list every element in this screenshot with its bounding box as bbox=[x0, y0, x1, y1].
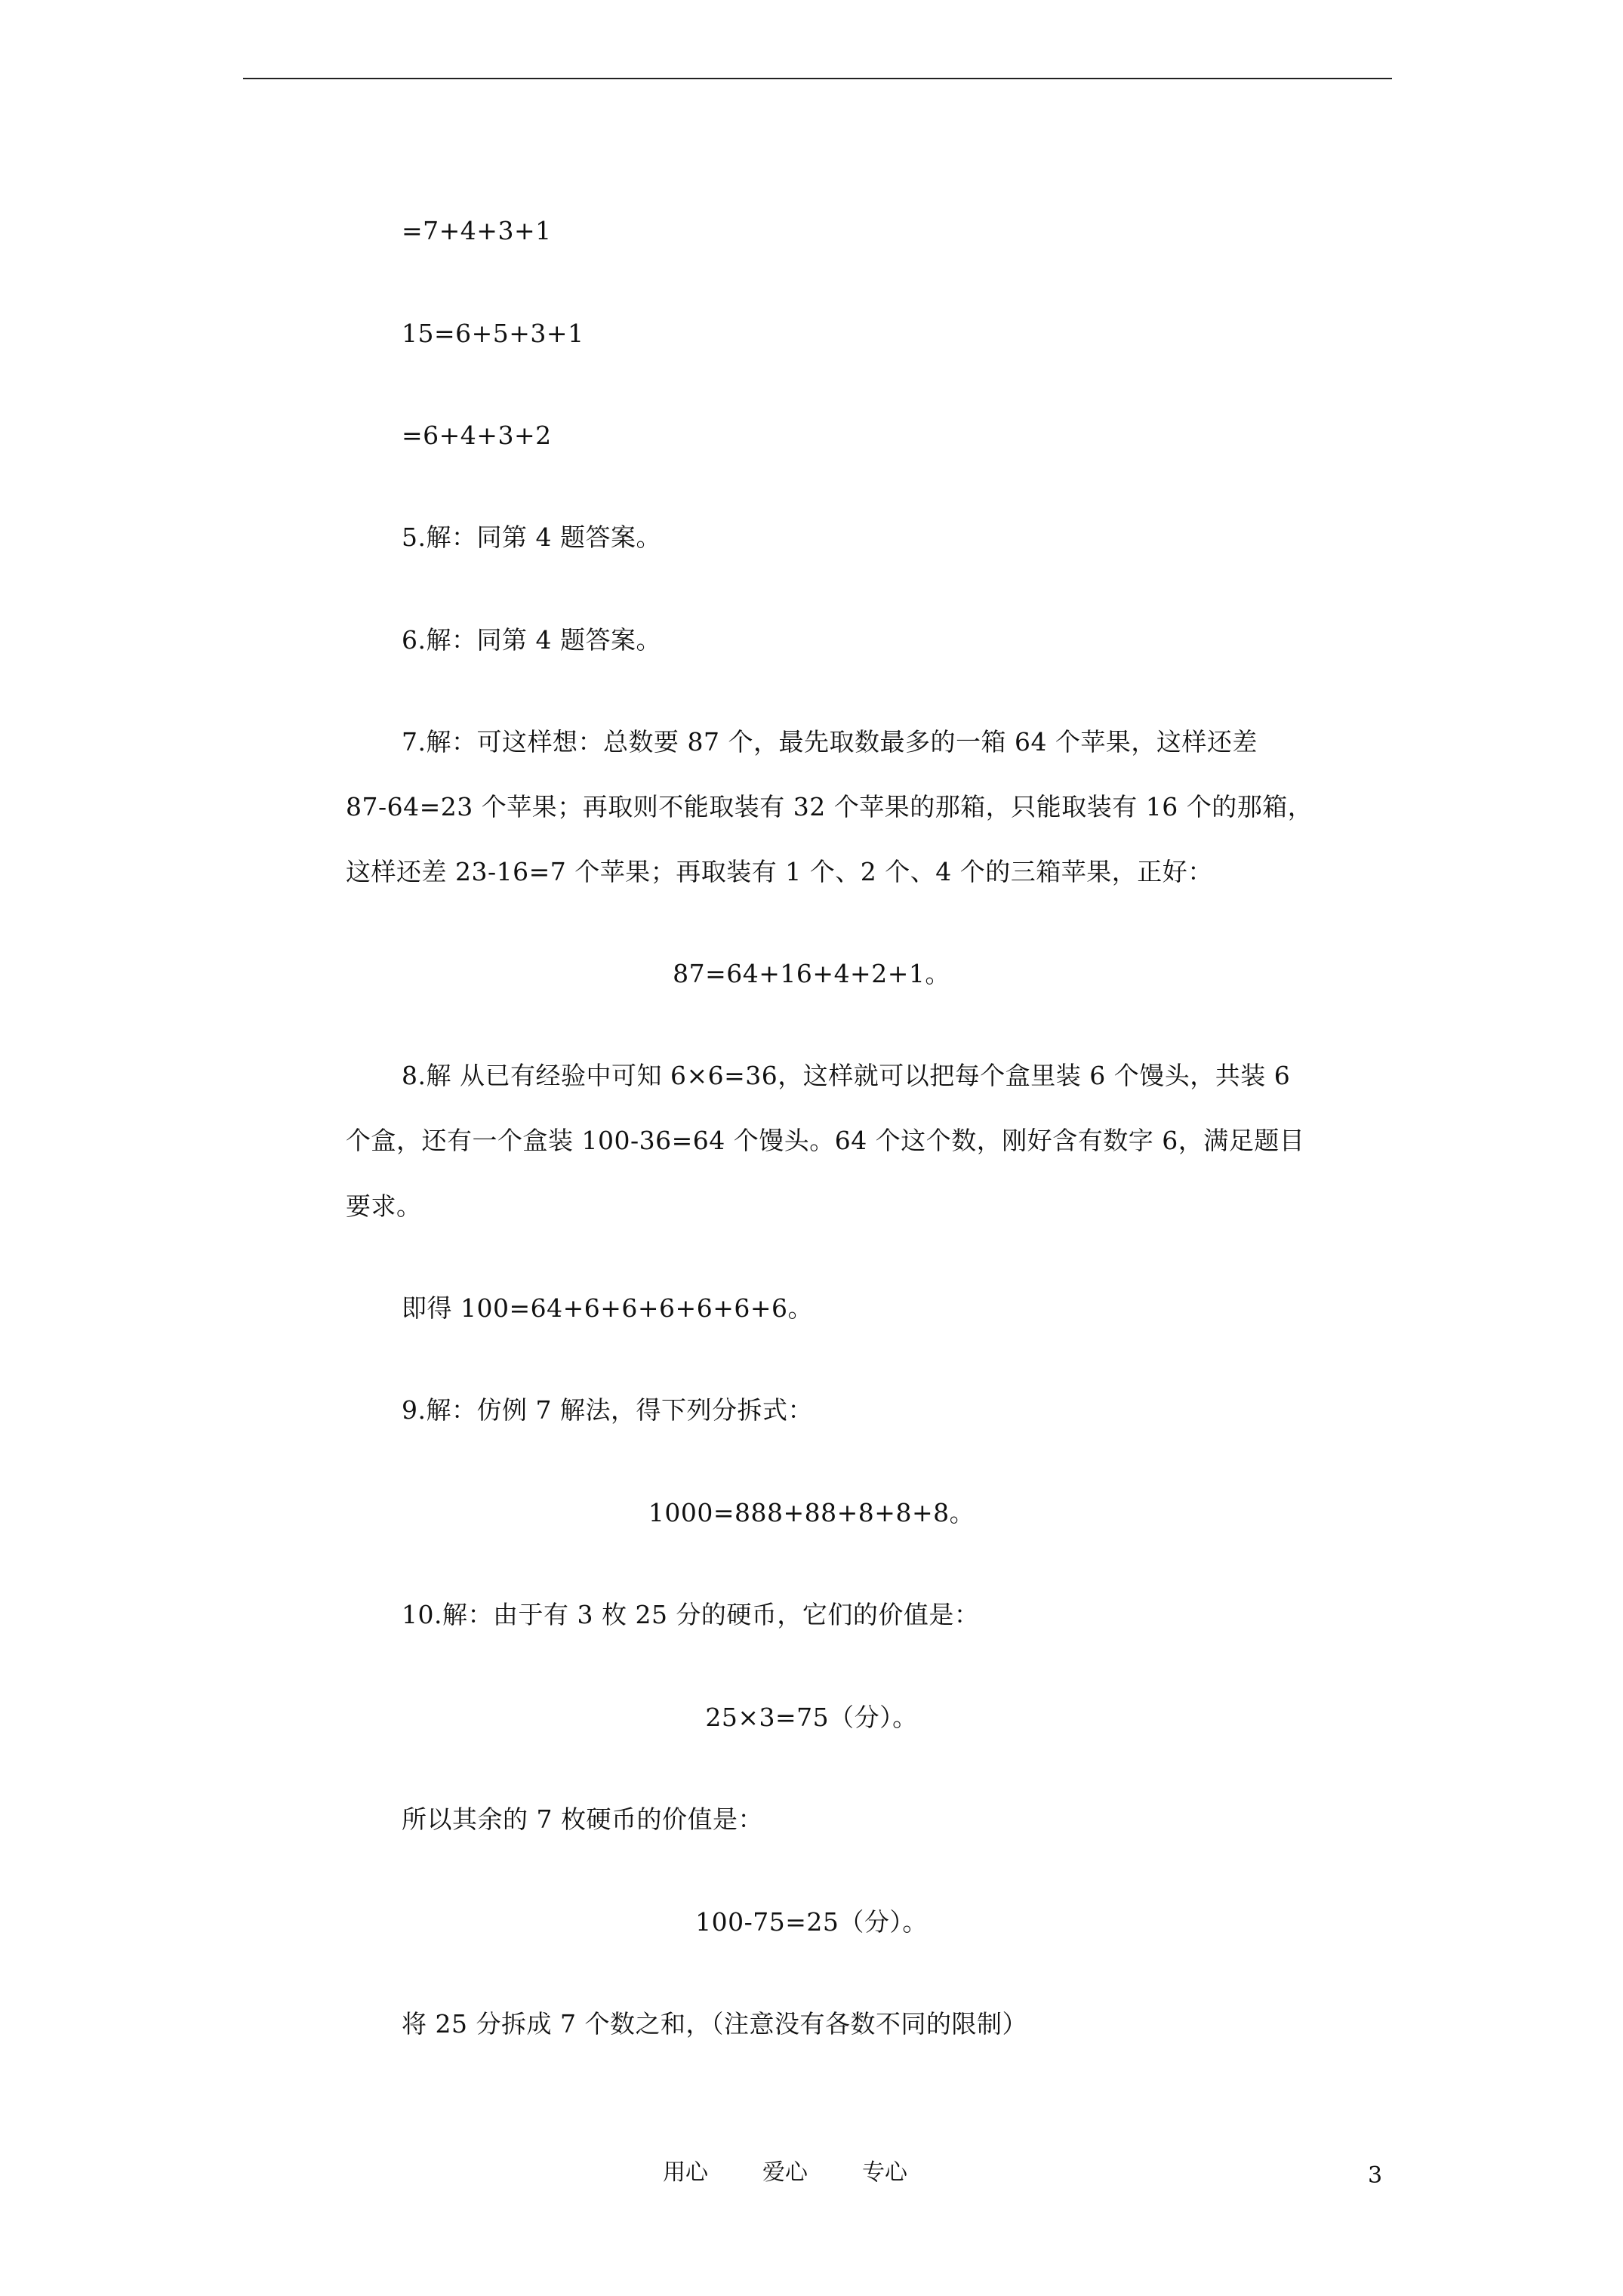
answer-8-text: 要求。 bbox=[346, 1191, 422, 1221]
footer-motto: 专心 bbox=[862, 2159, 907, 2186]
answer-10-text: 所以其余的 7 枚硬币的价值是： bbox=[402, 1804, 763, 1834]
answer-7-equation: 87=64+16+4+2+1。 bbox=[673, 959, 950, 988]
answer-8-equation: 即得 100=64+6+6+6+6+6+6。 bbox=[402, 1293, 813, 1323]
answer-8-text: 个盒，还有一个盒装 100-36=64 个馒头。64 个这个数，刚好含有数字 6，满足题目 bbox=[346, 1126, 1305, 1155]
answer-9-equation: 1000=888+88+8+8+8。 bbox=[648, 1498, 975, 1527]
answer-10-equation: 100-75=25（分）。 bbox=[695, 1907, 928, 1937]
answer-10-text: 10.解：由于有 3 枚 25 分的硬币，它们的价值是： bbox=[402, 1600, 980, 1629]
answer-10-text: 将 25 分拆成 7 个数之和，（注意没有各数不同的限制） bbox=[402, 2009, 1027, 2039]
equation-line: =7+4+3+1 bbox=[402, 216, 552, 245]
footer-motto: 爱心 bbox=[762, 2159, 808, 2186]
answer-7-text: 87-64=23 个苹果；再取则不能取装有 32 个苹果的那箱，只能取装有 16 个的那箱， bbox=[346, 792, 1313, 821]
equation-line: 15=6+5+3+1 bbox=[402, 319, 584, 348]
answer-7-text: 7.解：可这样想：总数要 87 个，最先取数最多的一箱 64 个苹果，这样还差 bbox=[402, 727, 1258, 757]
answer-5: 5.解：同第 4 题答案。 bbox=[402, 522, 661, 552]
answer-8-text: 8.解 从已有经验中可知 6×6=36，这样就可以把每个盒里装 6 个馒头，共装 6 bbox=[402, 1061, 1291, 1090]
answer-9-text: 9.解：仿例 7 解法，得下列分拆式： bbox=[402, 1395, 813, 1425]
footer-motto: 用心 bbox=[663, 2159, 708, 2186]
equation-line: =6+4+3+2 bbox=[402, 421, 552, 450]
answer-10-equation: 25×3=75（分）。 bbox=[705, 1703, 918, 1732]
page-number: 3 bbox=[1368, 2162, 1383, 2189]
answer-7-text: 这样还差 23-16=7 个苹果；再取装有 1 个、2 个、4 个的三箱苹果，正好： bbox=[346, 857, 1213, 886]
answer-6: 6.解：同第 4 题答案。 bbox=[402, 625, 661, 655]
header-rule bbox=[243, 78, 1392, 79]
